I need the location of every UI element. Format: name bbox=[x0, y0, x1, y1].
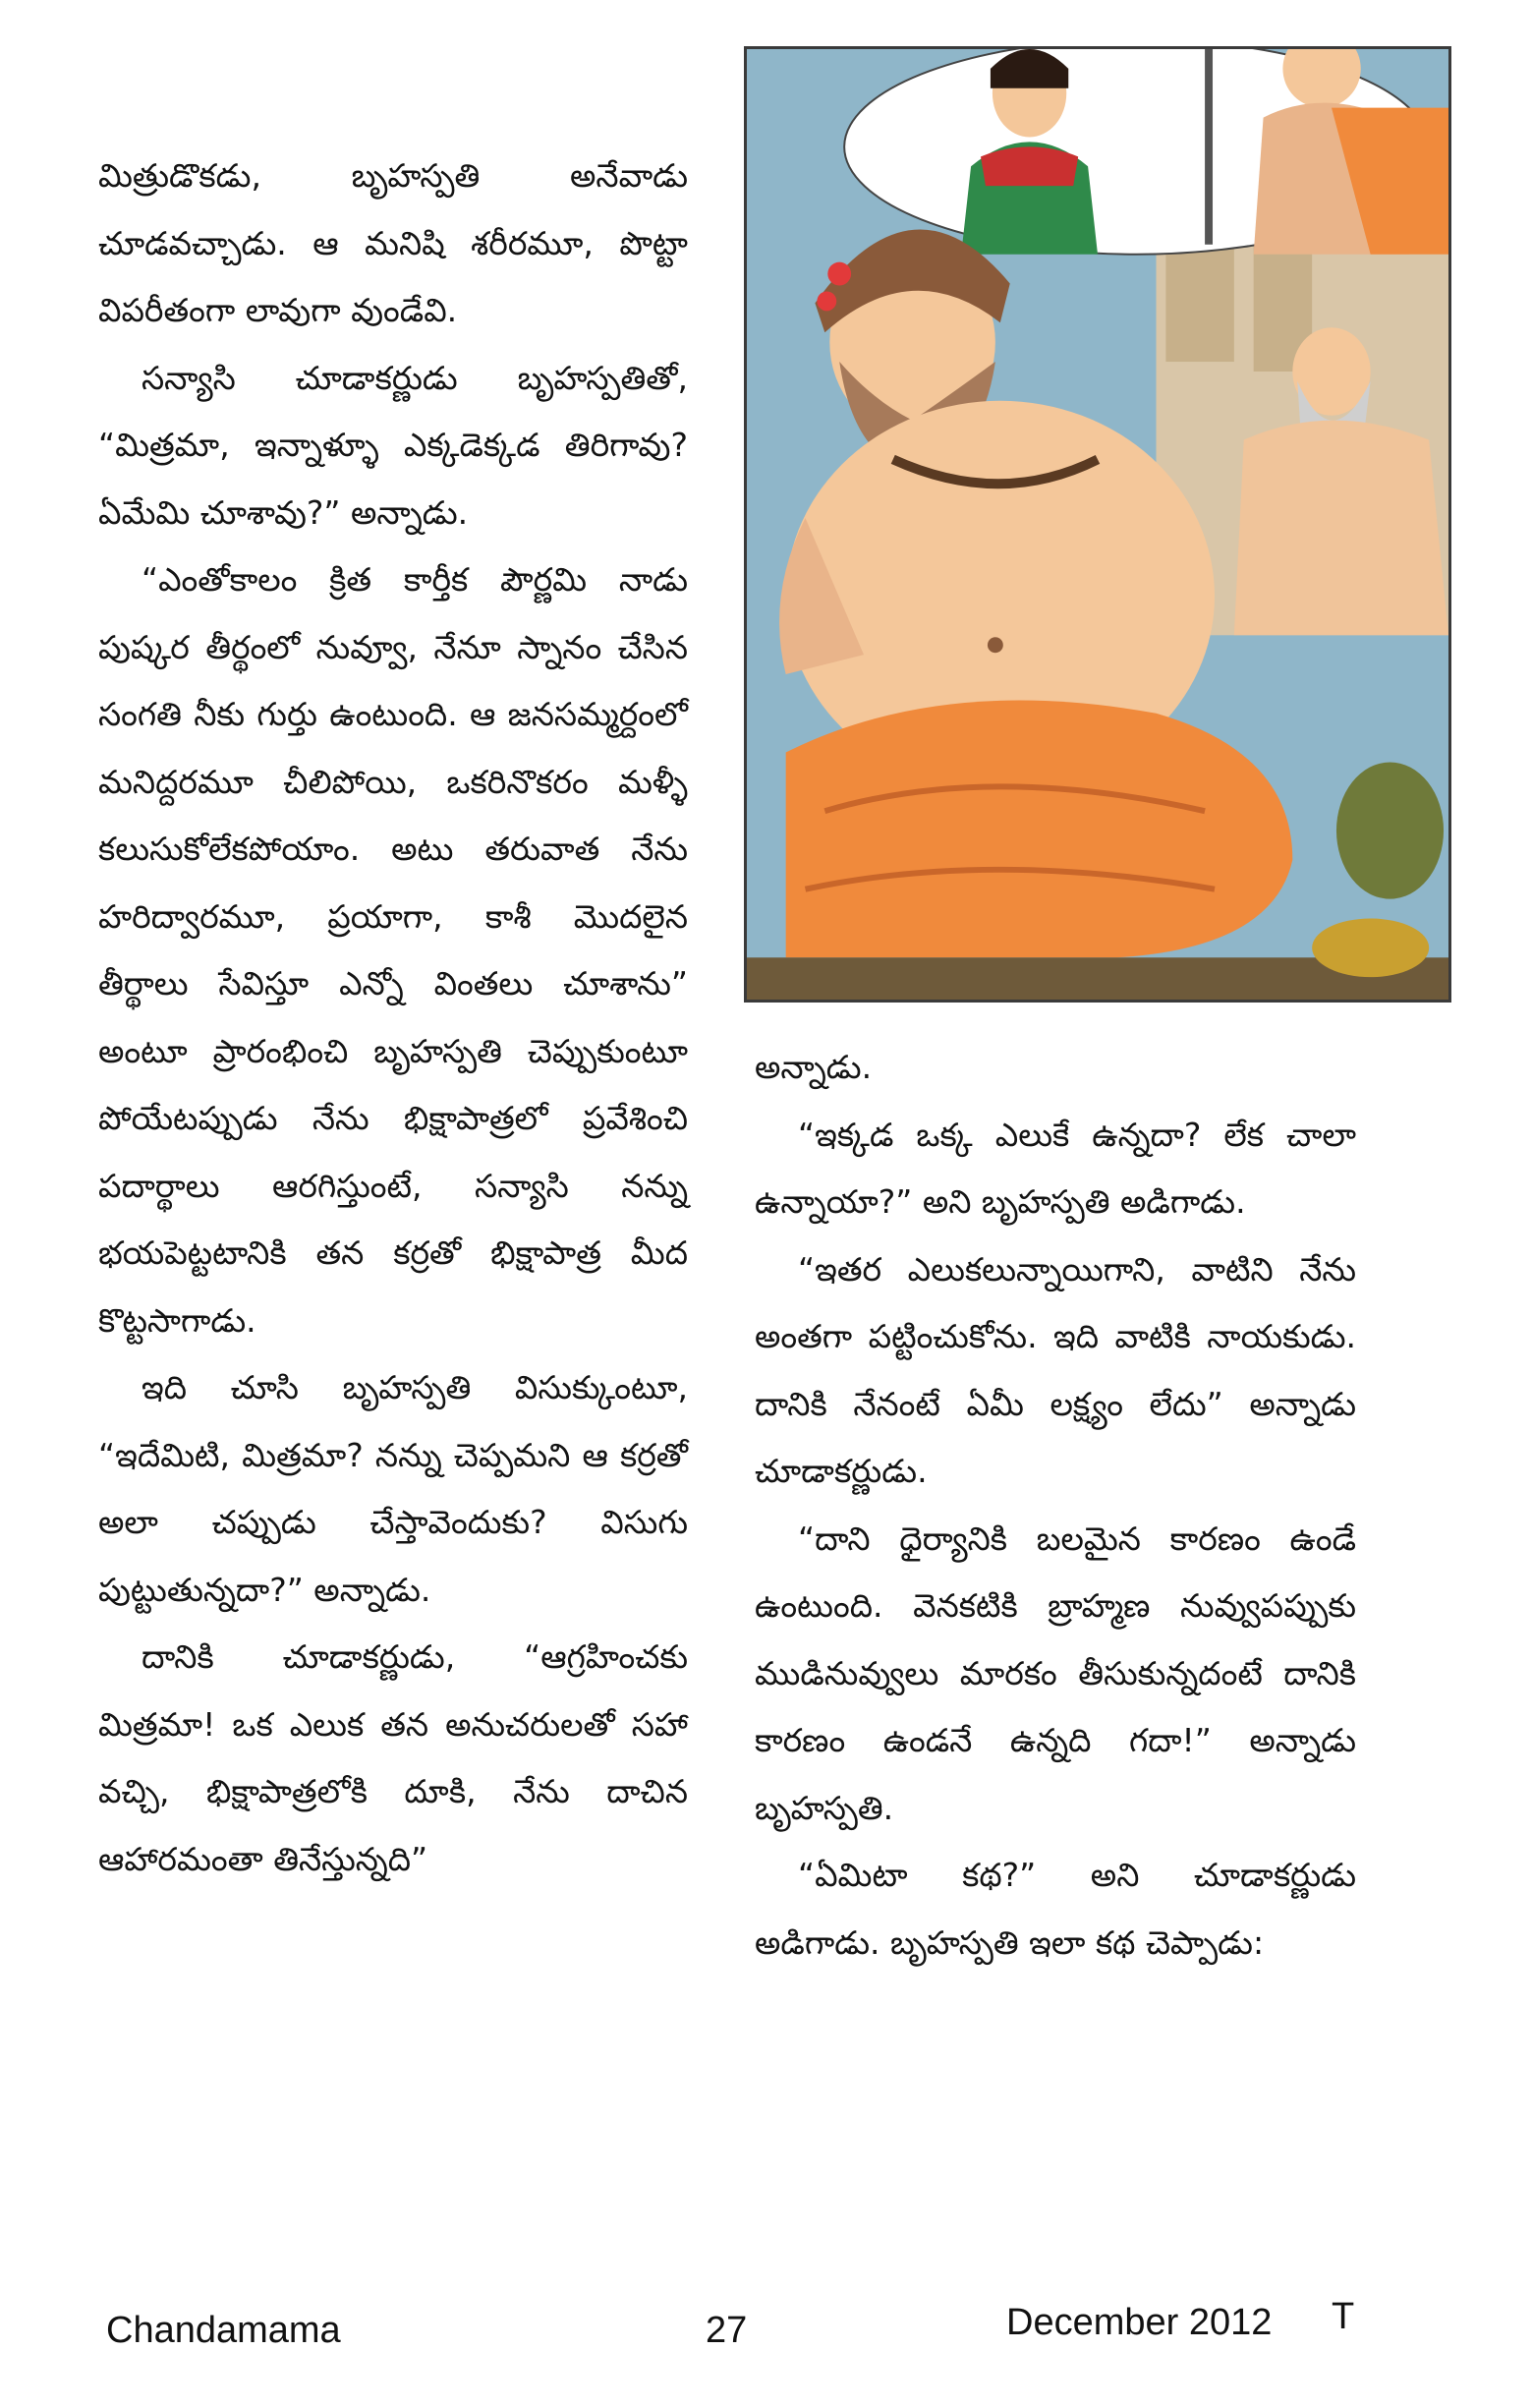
footer-mark: T bbox=[1332, 2296, 1355, 2337]
page-number: 27 bbox=[706, 2310, 748, 2351]
paragraph: “ఎంతోకాలం క్రిత కార్తీక పౌర్ణమి నాడు పుష్కర తీర్థంలో నువ్వూ, నేనూ స్నానం చేసిన సంగతి నీకు గుర్తు ఉంటుంది. ఆ జనసమ్మర్దంలో మనిద్దరమూ చీలిపోయి, ఒకరినొకరం మళ్ళీ కలుసుకోలేకపోయాం. అటు తరువాత నేను హరిద్వారమూ, ప్రయాగా, కాశీ మొదలైన తీర్థాలు సేవిస్తూ ఎన్నో వింతలు చూశాను” అంటూ ప్రారంభించి బృహస్పతి చెప్పుకుంటూ పోయేటప్పుడు నేను భిక్షాపాత్రలో ప్రవేశించి పదార్థాలు ఆరగిస్తుంటే, సన్యాసి నన్ను భయపెట్టటానికి తన కర్రతో భిక్షాపాత్ర మీద కొట్టసాగాడు. bbox=[98, 560, 688, 1340]
magazine-name: Chandamama bbox=[106, 2310, 341, 2351]
paragraph: దానికి చూడాకర్ణుడు, “ఆగ్రహించకు మిత్రమా! ఒక ఎలుక తన అనుచరులతో సహా వచ్చి, భిక్షాపాత్రలోకి దూకి, నేను దాచిన ఆహారమంతా తినేస్తున్నది” bbox=[98, 1637, 688, 1878]
paragraph: ఇది చూసి బృహస్పతి విసుక్కుంటూ, “ఇదేమిటి, మిత్రమా? నన్ను చెప్పమని ఆ కర్రతో అలా చప్పుడు చేస్తావెందుకు? విసుగు పుట్టుతున్నదా?” అన్నాడు. bbox=[98, 1368, 688, 1609]
right-text-column bbox=[755, 1034, 1356, 1977]
paragraph: అన్నాడు. bbox=[755, 1048, 873, 1086]
illustration-drawing bbox=[747, 49, 1448, 1000]
paragraph: “ఏమిటా కథ?” అని చూడాకర్ణుడు అడిగాడు. బృహస్పతి ఇలా కథ చెప్పాడు: bbox=[755, 1856, 1356, 1962]
paragraph: “ఇక్కడ ఒక్క ఎలుకే ఉన్నదా? లేక చాలా ఉన్నాయా?” అని బృహస్పతి అడిగాడు. bbox=[755, 1115, 1356, 1221]
paragraph: సన్యాసి చూడాకర్ణుడు బృహస్పతితో, “మిత్రమా, ఇన్నాళ్ళూ ఎక్కడెక్కడ తిరిగావు? ఏమేమి చూశావు?” అన్నాడు. bbox=[98, 358, 688, 532]
paragraph: “ఇతర ఎలుకలున్నాయిగాని, వాటిని నేను అంతగా పట్టించుకోను. ఇది వాటికి నాయకుడు. దానికి నేనంటే ఏమీ లక్ష్యం లేదు” అన్నాడు చూడాకర్ణుడు. bbox=[755, 1249, 1356, 1490]
left-text-column bbox=[98, 143, 688, 1893]
story-illustration bbox=[744, 46, 1451, 1003]
paragraph: “దాని ధైర్యానికి బలమైన కారణం ఉండే ఉంటుంది. వెనకటికి బ్రాహ్మణ నువ్వుపప్పుకు ముడినువ్వులు మారకం తీసుకున్నదంటే దానికి కారణం ఉండనే ఉన్నది గదా!” అన్నాడు బృహస్పతి. bbox=[755, 1519, 1356, 1827]
issue-date: December 2012 bbox=[1006, 2302, 1273, 2343]
paragraph: మిత్రుడొకడు, బృహస్పతి అనేవాడు చూడవచ్చాడు. ఆ మనిషి శరీరమూ, పొట్టా విపరీతంగా లావుగా వుండేవి. bbox=[98, 156, 688, 329]
